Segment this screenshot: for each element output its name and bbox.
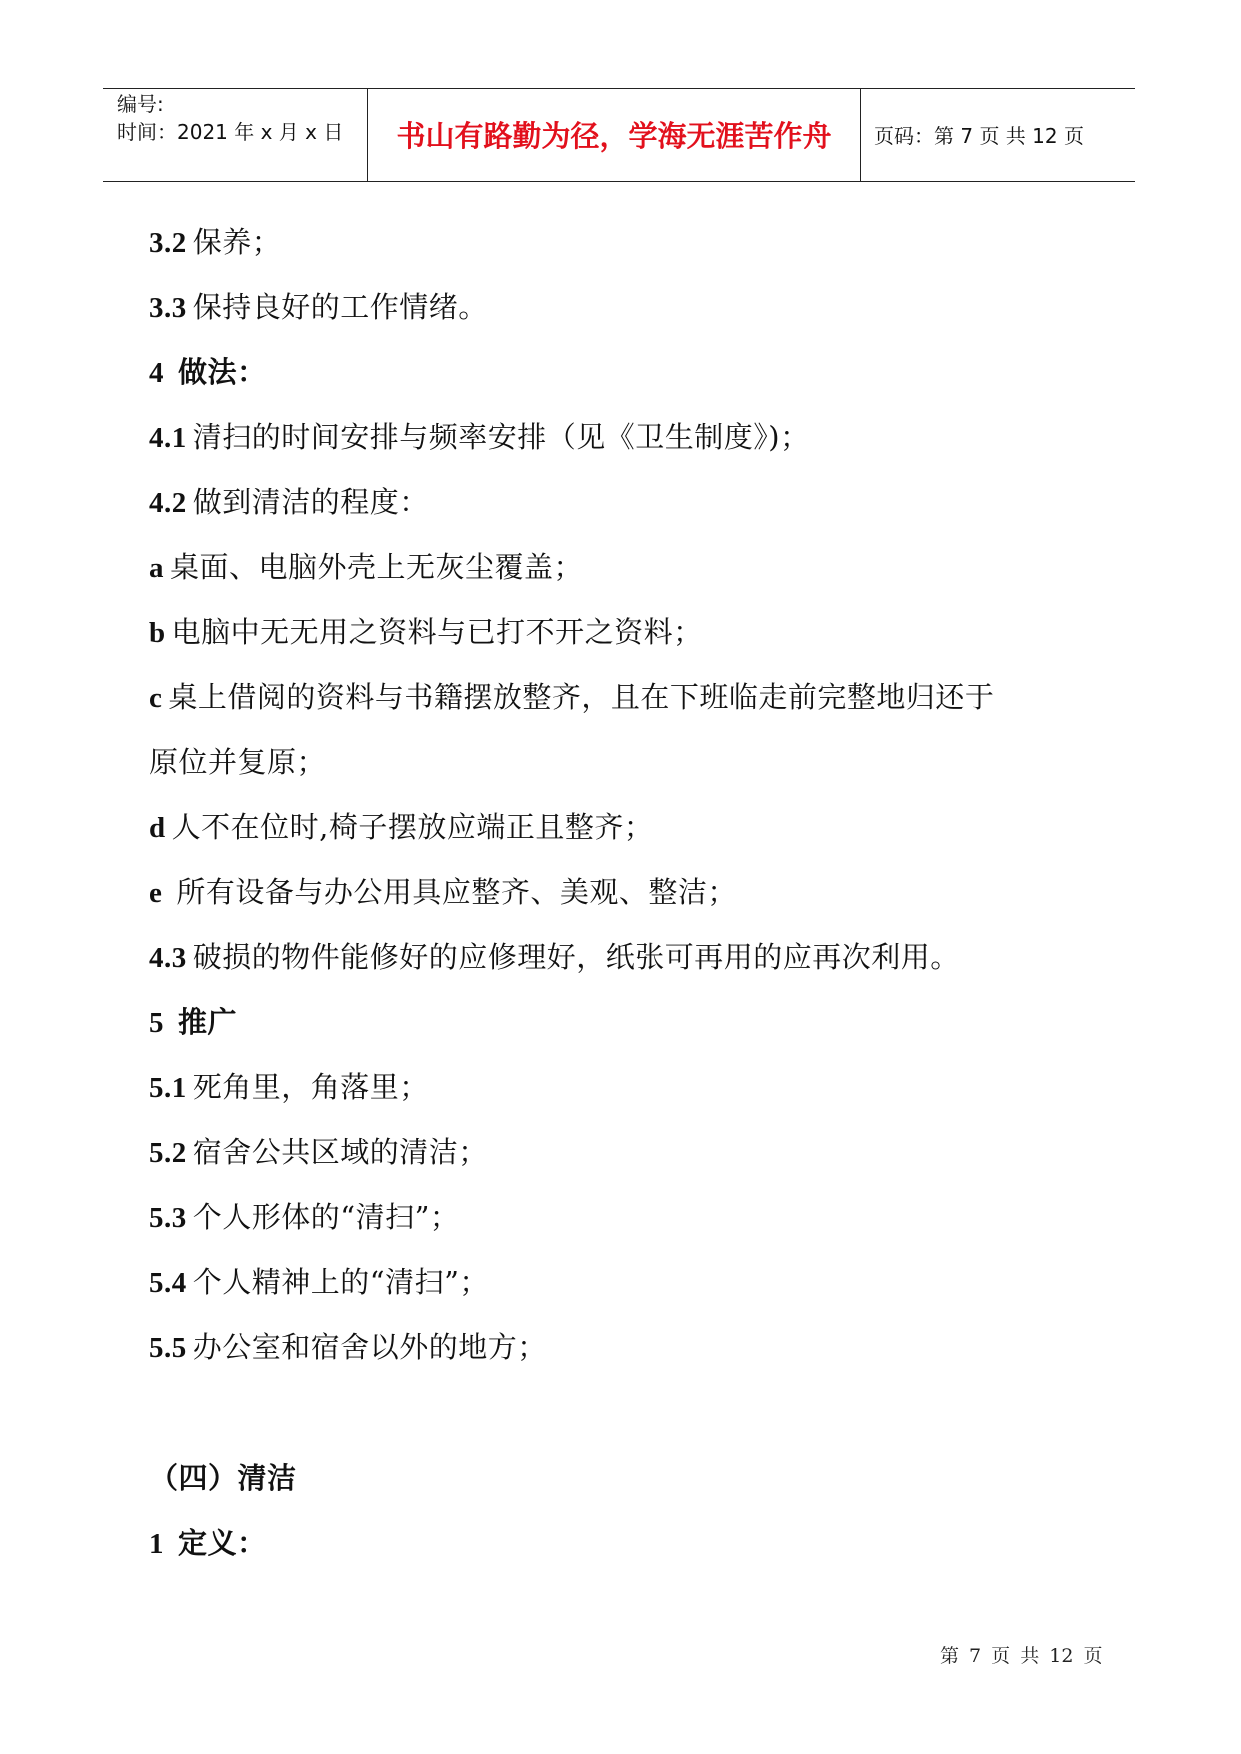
- line-number: 5.5: [149, 1332, 187, 1364]
- line-text: 定义：: [178, 1526, 267, 1560]
- line-number: 1: [149, 1528, 164, 1560]
- body-line: [149, 677, 994, 718]
- body-line: [149, 547, 583, 588]
- line-text: 原位并复原；: [149, 745, 327, 779]
- page-header: [103, 88, 1135, 182]
- line-text: （四）清洁: [149, 1461, 297, 1495]
- line-text: 做法：: [178, 355, 267, 389]
- document-time-label: 时间：2021 年 x 月 x 日: [117, 120, 344, 144]
- header-motto-cell: [368, 89, 861, 181]
- line-number: 3.2: [149, 227, 187, 259]
- line-number: 4.2: [149, 487, 187, 519]
- body-line: [149, 872, 737, 913]
- line-text: 桌上借阅的资料与书籍摆放整齐，且在下班临走前完整地归还于: [168, 680, 995, 714]
- line-number: 5.1: [149, 1072, 187, 1104]
- line-text: 所有设备与办公用具应整齐、美观、整洁；: [176, 875, 737, 909]
- section-heading: [149, 1002, 237, 1043]
- line-number: c: [149, 682, 163, 714]
- section-heading: [149, 352, 267, 393]
- line-text: 破损的物件能修好的应修理好，纸张可再用的应再次利用。: [192, 940, 960, 974]
- line-number: 4.3: [149, 942, 187, 974]
- document-number-label: 编号:: [117, 92, 164, 116]
- header-page-cell: [861, 89, 1135, 181]
- line-text: 个人形体的“清扫”；: [192, 1200, 460, 1234]
- line-text: 电脑中无无用之资料与已打不开之资料；: [171, 615, 703, 649]
- line-number: 3.3: [149, 292, 187, 324]
- line-text: 清扫的时间安排与频率安排（见《卫生制度》)；: [192, 420, 810, 454]
- body-line: [149, 222, 281, 263]
- body-line: [149, 482, 429, 523]
- line-number: 5: [149, 1007, 164, 1039]
- line-text: 办公室和宿舍以外的地方；: [192, 1330, 547, 1364]
- chapter-heading: [149, 1458, 297, 1498]
- body-line: [149, 1132, 488, 1173]
- line-number: 4: [149, 357, 164, 389]
- body-line: [149, 1197, 459, 1238]
- line-text: 人不在位时,椅子摆放应端正且整齐；: [171, 810, 654, 844]
- line-number: 5.3: [149, 1202, 187, 1234]
- line-number: d: [149, 812, 166, 844]
- body-line: [149, 1327, 547, 1368]
- body-line: [149, 807, 653, 848]
- body-line: [149, 417, 810, 458]
- header-motto: 书山有路勤为径，学海无涯苦作舟: [396, 119, 832, 153]
- header-meta-cell: [103, 89, 368, 181]
- body-line: [149, 1262, 489, 1303]
- page-footer: 第 7 页 共 12 页: [940, 1645, 1103, 1667]
- body-line: [149, 612, 703, 653]
- line-number: e: [149, 877, 163, 909]
- line-text: 桌面、电脑外壳上无灰尘覆盖；: [170, 550, 584, 584]
- body-line: [149, 937, 960, 978]
- section-heading: [149, 1523, 267, 1564]
- line-text: 推广: [178, 1005, 238, 1039]
- line-number: 5.4: [149, 1267, 187, 1299]
- header-page-code: 页码：第 7 页 共 12 页: [874, 124, 1084, 148]
- line-text: 做到清洁的程度：: [192, 485, 429, 519]
- line-text: 保养；: [192, 225, 282, 259]
- line-text: 个人精神上的“清扫”；: [192, 1265, 489, 1299]
- body-line: [149, 287, 488, 328]
- line-text: 宿舍公共区域的清洁；: [192, 1135, 488, 1169]
- line-text: 保持良好的工作情绪。: [192, 290, 488, 324]
- body-line: [149, 1067, 429, 1108]
- line-number: 4.1: [149, 422, 187, 454]
- line-number: a: [149, 552, 164, 584]
- line-text: 死角里，角落里；: [192, 1070, 429, 1104]
- line-number: 5.2: [149, 1137, 187, 1169]
- body-line: [149, 742, 326, 782]
- line-number: b: [149, 617, 166, 649]
